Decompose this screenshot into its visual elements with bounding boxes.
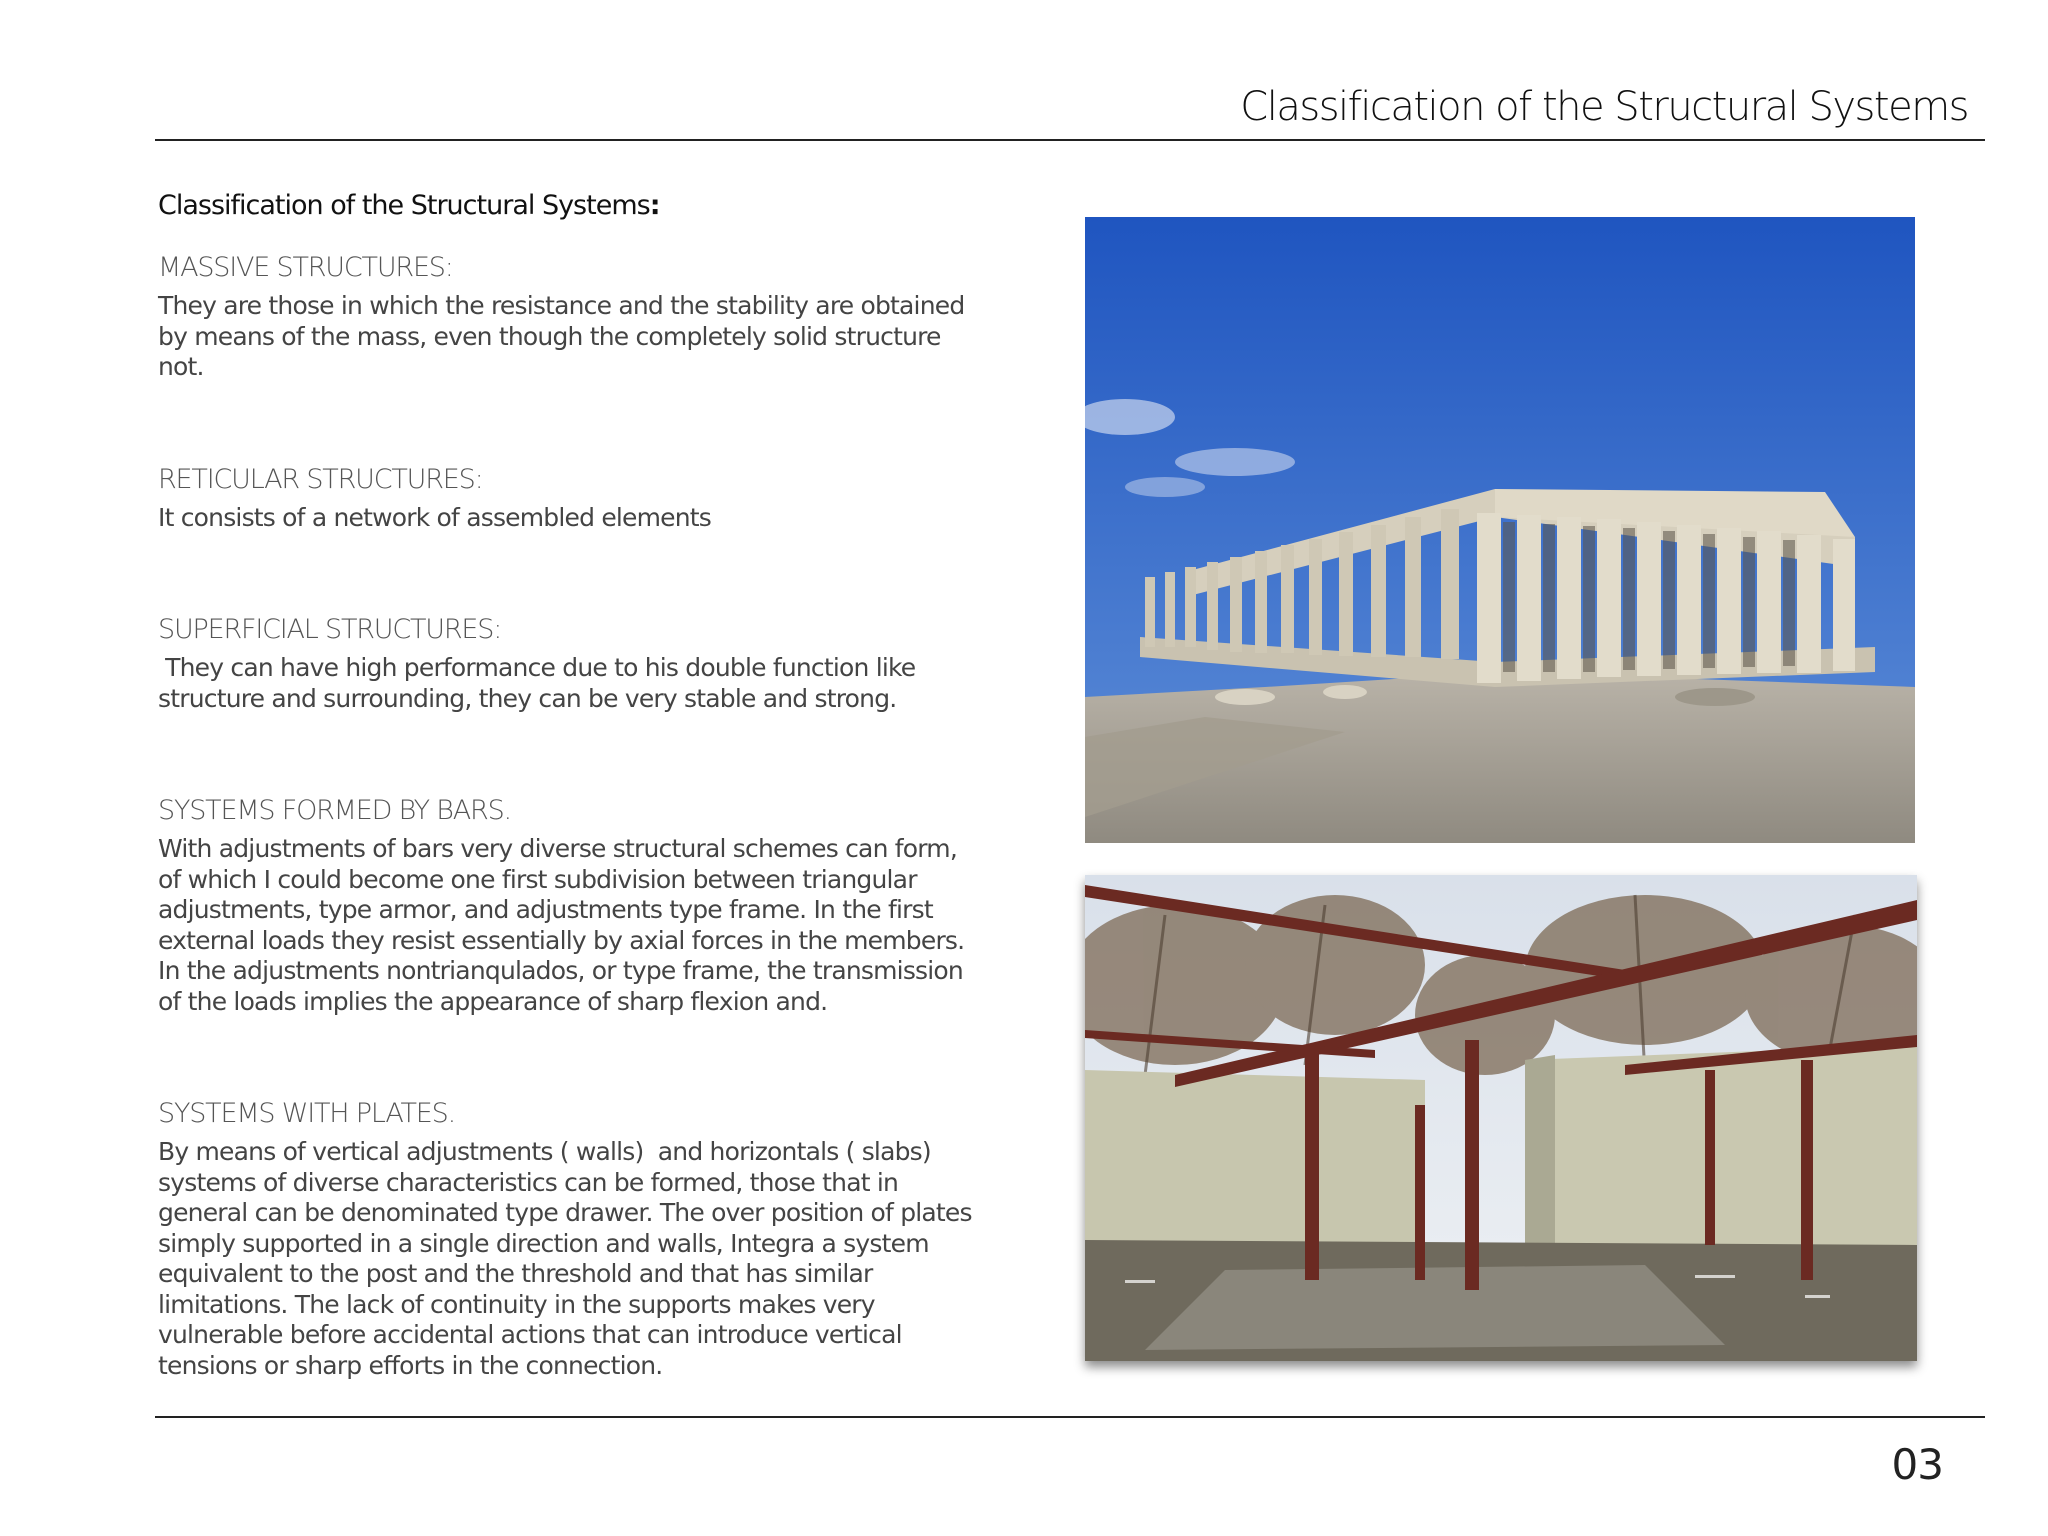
- main-heading-colon: :: [649, 190, 660, 221]
- section-title: SUPERFICIAL STRUCTURES:: [158, 614, 502, 645]
- section-title: MASSIVE STRUCTURES:: [158, 252, 453, 283]
- temple-photo: [1085, 217, 1915, 843]
- section-body: They are those in which the resistance and the stability are obtained by means of the mass, even though the completely solid structure not.: [158, 291, 965, 381]
- steel-frame-photo: [1085, 875, 1917, 1361]
- main-heading-text: Classification of the Structural Systems: [158, 190, 650, 221]
- section-systems-with-plates: [158, 1097, 978, 1381]
- header-divider: [155, 139, 1985, 141]
- page-header-title: Classification of the Structural Systems: [1240, 84, 1968, 130]
- main-heading: [158, 190, 978, 221]
- section-title: RETICULAR STRUCTURES:: [158, 463, 483, 495]
- page-number: 03: [1891, 1440, 1943, 1489]
- section-title: SYSTEMS WITH PLATES.: [158, 1098, 455, 1129]
- section-body: They can have high performance due to his double function like structure and surrounding, they can be very stable and strong.: [158, 653, 923, 713]
- section-massive-structures: [158, 251, 978, 383]
- section-reticular-structures: [158, 463, 978, 534]
- section-body: It consists of a network of assembled elements: [158, 502, 712, 532]
- section-body: With adjustments of bars very diverse structural schemes can form, of which I could become one first subdivision between triangular adjustments, type armor, and adjustments type frame. In the first external loads they resist essentially by axial forces in the members. In the adjustments nontrianqulados, or type frame, the transmission of the loads implies the appearance of sharp flexion and.: [158, 834, 965, 1016]
- section-body: By means of vertical adjustments ( walls) and horizontals ( slabs) systems of diverse characteristics can be formed, those that in general can be denominated type drawer. The over position of plates simply supported in a single direction and walls, Integra a system equivalent to the post and the threshold and that has similar limitations. The lack of continuity in the supports makes very vulnerable before accidental actions that can introduce vertical tensions or sharp efforts in the connection.: [158, 1137, 979, 1380]
- footer-divider: [155, 1416, 1985, 1418]
- text-column: [158, 190, 978, 1381]
- section-systems-formed-by-bars: [158, 794, 978, 1017]
- section-superficial-structures: [158, 613, 978, 714]
- section-title: SYSTEMS FORMED BY BARS.: [158, 795, 511, 826]
